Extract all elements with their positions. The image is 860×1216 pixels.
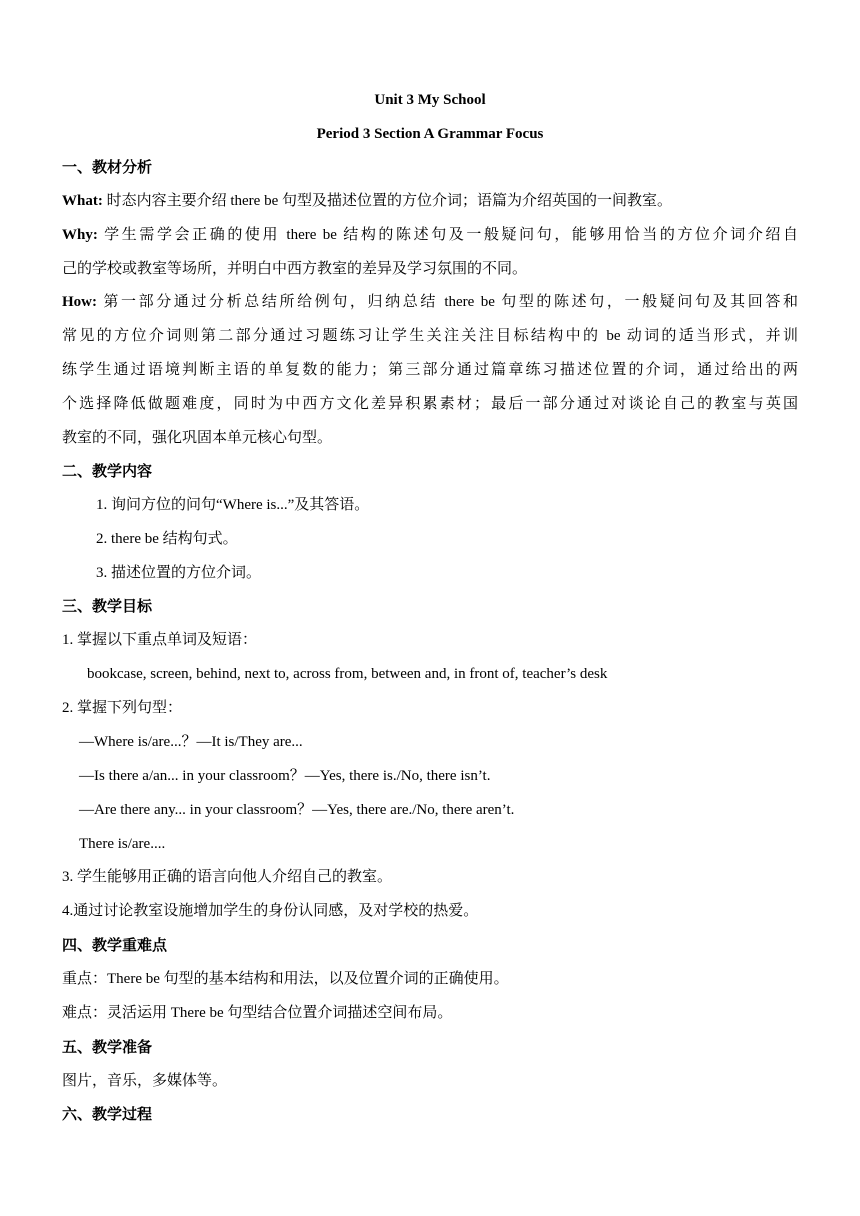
sentence-pattern-3: —Are there any... in your classroom？—Yes, there are./No, there aren’t. bbox=[79, 802, 515, 818]
content-item-3: 3. 描述位置的方位介词。 bbox=[96, 565, 262, 581]
document-title: Unit 3 My School bbox=[374, 92, 486, 108]
what-paragraph bbox=[62, 191, 672, 211]
difficult-point: 难点：灵活运用 There be 句型结合位置介词描述空间布局。 bbox=[62, 1005, 453, 1021]
why-paragraph bbox=[62, 225, 798, 245]
document-subtitle: Period 3 Section A Grammar Focus bbox=[316, 126, 544, 142]
objective-2: 2. 掌握下列句型： bbox=[62, 700, 183, 716]
vocabulary-list: bookcase, screen, behind, next to, across from, between and, in front of, teacher’s desk bbox=[87, 666, 608, 682]
section-heading-preparation: 五、教学准备 bbox=[62, 1038, 153, 1056]
objective-4: 4.通过讨论教室设施增加学生的身份认同感，及对学校的热爱。 bbox=[62, 903, 479, 919]
what-label: What: bbox=[62, 193, 103, 209]
section-heading-process: 六、教学过程 bbox=[62, 1105, 153, 1123]
what-text: 时态内容主要介绍 there be 句型及描述位置的方位介词；语篇为介绍英国的一间教室。 bbox=[102, 193, 672, 209]
sentence-pattern-1: —Where is/are...？—It is/They are... bbox=[79, 734, 303, 750]
key-point: 重点：There be 句型的基本结构和用法，以及位置介词的正确使用。 bbox=[62, 971, 509, 987]
how-text-line-3: 练学生通过语境判断主语的单复数的能力；第三部分通过篇章练习描述位置的介词，通过给出的两 bbox=[62, 362, 798, 378]
section-heading-content: 二、教学内容 bbox=[62, 462, 153, 480]
content-item-2: 2. there be 结构句式。 bbox=[96, 531, 238, 547]
section-heading-key-points: 四、教学重难点 bbox=[62, 936, 168, 954]
sentence-pattern-4: There is/are.... bbox=[79, 836, 166, 852]
objective-1: 1. 掌握以下重点单词及短语： bbox=[62, 632, 258, 648]
preparation-text: 图片，音乐，多媒体等。 bbox=[62, 1073, 228, 1089]
how-text-line-1: 第一部分通过分析总结所给例句，归纳总结 there be 句型的陈述句，一般疑问句及其回答和 bbox=[97, 294, 798, 310]
content-item-1: 1. 询问方位的问句“Where is...”及其答语。 bbox=[96, 497, 370, 513]
why-text-line-2: 己的学校或教室等场所，并明白中西方教室的差异及学习氛围的不同。 bbox=[62, 261, 528, 277]
why-label: Why: bbox=[62, 227, 98, 243]
how-text-line-5: 教室的不同，强化巩固本单元核心句型。 bbox=[62, 430, 333, 446]
sentence-pattern-2: —Is there a/an... in your classroom？—Yes, there is./No, there isn’t. bbox=[79, 768, 491, 784]
how-text-line-2: 常见的方位介词则第二部分通过习题练习让学生关注关注目标结构中的 be 动词的适当形式，并训 bbox=[62, 328, 798, 344]
section-heading-analysis: 一、教材分析 bbox=[62, 158, 153, 176]
section-heading-objectives: 三、教学目标 bbox=[62, 597, 153, 615]
how-paragraph bbox=[62, 292, 798, 312]
why-text-line-1: 学生需学会正确的使用 there be 结构的陈述句及一般疑问句，能够用恰当的方位介词介绍自 bbox=[97, 227, 798, 243]
how-text-line-4: 个选择降低做题难度，同时为中西方文化差异积累素材；最后一部分通过对谈论自己的教室与英国 bbox=[62, 396, 798, 412]
how-label: How: bbox=[62, 294, 97, 310]
objective-3: 3. 学生能够用正确的语言向他人介绍自己的教室。 bbox=[62, 869, 393, 885]
